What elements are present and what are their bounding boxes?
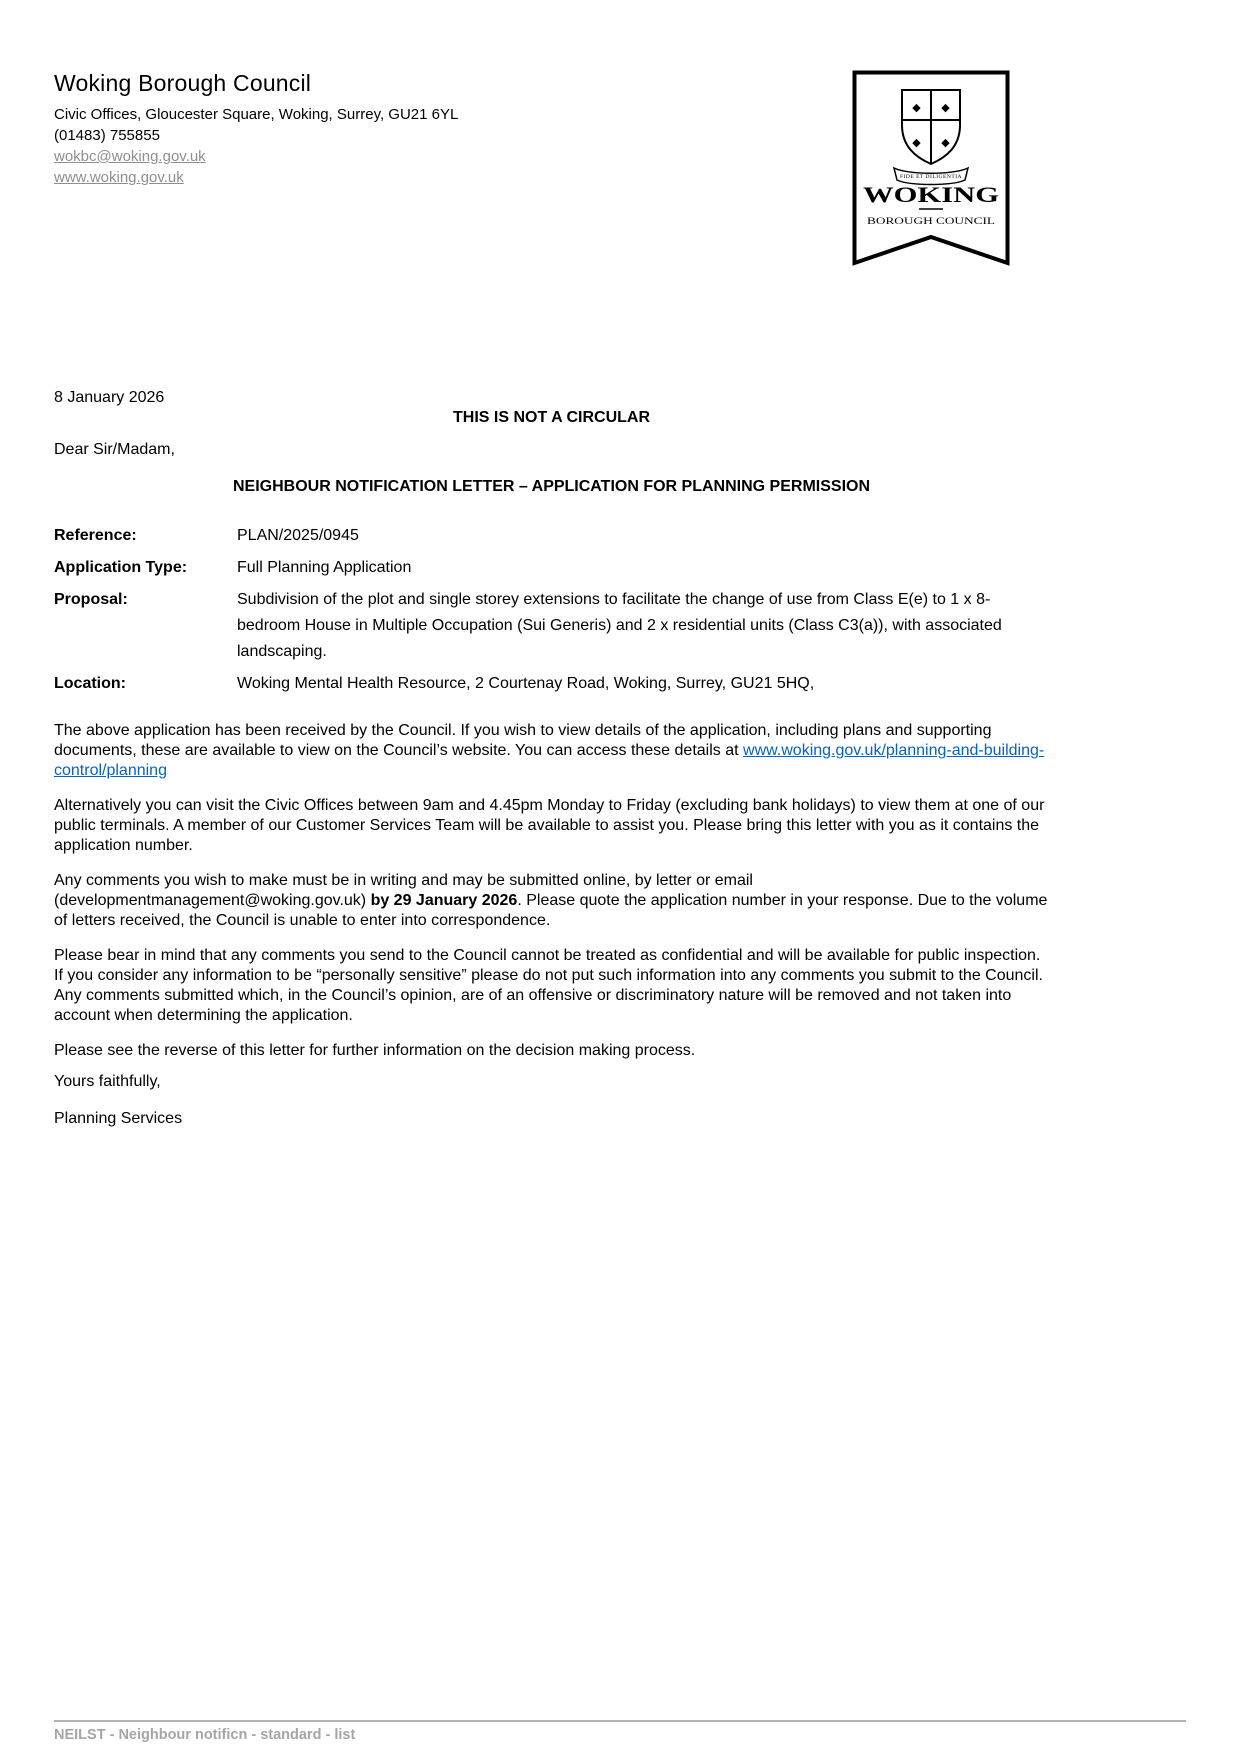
council-email-link[interactable]: wokbc@woking.gov.uk — [54, 148, 206, 165]
planning-website-link[interactable]: www.woking.gov.uk/planning-and-building-control/planning — [54, 742, 1045, 779]
field-row-reference — [54, 523, 1049, 549]
paragraph-comments-after: . Please quote the application number in your response. Due to the volume of letters received, the Council is unable to enter into correspondence. — [54, 892, 1048, 929]
council-phone: (01483) 755855 — [54, 127, 160, 144]
crest-charge-icon: ◆ — [912, 102, 921, 114]
reference-label: Reference: — [54, 527, 137, 544]
location-value: Woking Mental Health Resource, 2 Courtenay Road, Woking, Surrey, GU21 5HQ, — [237, 675, 815, 692]
paragraph-civic-offices: Alternatively you can visit the Civic Offices between 9am and 4.45pm Monday to Friday (excluding bank holidays) to view them at one of our public terminals. A member of our Customer Services Team will be available to assist you. Please bring this letter with you as it contains the application number. — [54, 797, 1045, 854]
application-type-label: Application Type: — [54, 559, 188, 576]
letter-title: NEIGHBOUR NOTIFICATION LETTER – APPLICATION FOR PLANNING PERMISSION — [232, 478, 871, 495]
field-row-location — [54, 671, 1049, 697]
paragraph-application-received-text: The above application has been received by the Council. If you wish to view details of the application, including plans and supporting documents, these are available to view on the Council’s website. You can access these details at — [54, 722, 992, 759]
comments-deadline: by 29 January 2026 — [370, 892, 518, 909]
field-row-proposal — [54, 587, 1049, 665]
signature: Planning Services — [54, 1110, 183, 1127]
paragraph-reverse-info: Please see the reverse of this letter for further information on the decision making process. — [54, 1042, 696, 1059]
footer-divider — [54, 1720, 1186, 1722]
proposal-value: Subdivision of the plot and single storey extensions to facilitate the change of use from Class E(e) to 1 x 8-bedroom House in Multiple Occupation (Sui Generis) and 2 x residential units (Class C3(a)), with associated landscaping. — [237, 591, 1002, 660]
crest-charge-icon: ◆ — [941, 102, 950, 114]
letter-date: 8 January 2026 — [54, 389, 165, 406]
paragraph-confidentiality: Please bear in mind that any comments you send to the Council cannot be treated as confidential and will be available for public inspection. If you consider any information to be “personally sensitive” please do not put such information into any comments you submit to the Council. Any comments submitted which, in the Council’s opinion, are of an offensive or discriminatory nature will be removed and not taken into account when determining the application. — [54, 947, 1043, 1024]
application-details — [54, 523, 1049, 697]
field-row-application-type — [54, 555, 1049, 581]
location-label: Location: — [54, 675, 126, 692]
council-name: Woking Borough Council — [54, 70, 312, 96]
council-logo — [852, 70, 1010, 266]
logo-wordmark: WOKING — [863, 182, 999, 207]
council-crest-icon — [852, 70, 1010, 266]
proposal-label: Proposal: — [54, 591, 128, 608]
paragraph-comments — [54, 871, 1049, 931]
footer — [54, 1720, 1186, 1743]
closing: Yours faithfully, — [54, 1073, 161, 1090]
application-type-value: Full Planning Application — [237, 559, 412, 576]
paragraph-comments-before: Any comments you wish to make must be in writing and may be submitted online, by letter or email (developmentmanagement@woking.gov.uk) — [54, 872, 753, 909]
council-website-link[interactable]: www.woking.gov.uk — [54, 169, 184, 186]
not-circular-notice: THIS IS NOT A CIRCULAR — [452, 409, 651, 426]
salutation: Dear Sir/Madam, — [54, 441, 175, 458]
crest-motto: FIDE ET DILIGENTIA — [899, 174, 963, 180]
crest-charge-icon: ◆ — [941, 137, 950, 149]
crest-charge-icon: ◆ — [912, 137, 921, 149]
paragraph-application-received — [54, 721, 1049, 781]
reference-value: PLAN/2025/0945 — [237, 527, 359, 544]
logo-subtitle: BOROUGH COUNCIL — [867, 216, 995, 226]
council-address: Civic Offices, Gloucester Square, Woking, Surrey, GU21 6YL — [54, 106, 459, 123]
footer-reference: NEILST - Neighbour notificn - standard - list — [54, 1727, 356, 1743]
